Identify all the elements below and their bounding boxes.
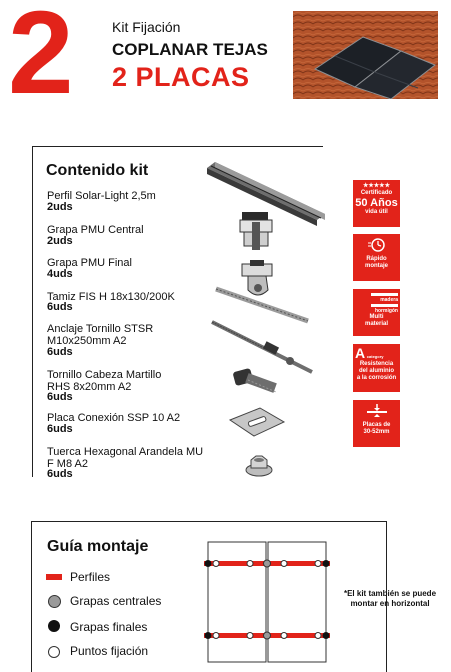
stars-icon: ★★★★★ [363, 183, 390, 189]
kit-item-qty: 6uds [47, 346, 73, 358]
horizontal-mount-note: *El kit también se puede montar en horizontal [343, 589, 437, 608]
fixing-point-legend-icon [48, 646, 60, 658]
legend-label: Puntos fijación [70, 644, 149, 658]
certificate-badge [353, 180, 400, 227]
badge-text: 30-52mm [363, 429, 390, 435]
badge-text: del aluminio [358, 368, 394, 374]
badge-text: Multi [369, 314, 384, 320]
quick-assembly-badge [353, 234, 400, 281]
kit-item-name: Grapa PMU Central [47, 224, 144, 236]
panel-range-badge [353, 400, 400, 447]
kit-item-name: Grapa PMU Final [47, 257, 132, 269]
badge-tag: category [366, 354, 384, 359]
legend-label: Grapas centrales [70, 594, 162, 608]
profile-legend-icon [46, 574, 62, 580]
hex-nut-icon [244, 454, 274, 483]
central-clamp-icon [236, 210, 276, 257]
badge-tag: madera [380, 297, 398, 303]
kit-item-name: Placa Conexión SSP 10 A2 [47, 412, 181, 424]
kit-item-qty: 2uds [47, 235, 73, 247]
badge-text: Resistencia [359, 361, 394, 367]
kit-item-name: Tuerca Hexagonal Arandela MU F M8 A2 [47, 446, 204, 470]
guide-title: Guía montaje [47, 538, 149, 555]
kit-item-qty: 6uds [47, 391, 73, 403]
multi-material-icon [355, 293, 398, 314]
badge-text: montaje [364, 263, 388, 269]
end-clamp-legend-icon [48, 620, 60, 632]
kit-item-qty: 6uds [47, 423, 73, 435]
kit-subtitle: COPLANAR TEJAS [112, 40, 268, 59]
connection-plate-icon [226, 406, 288, 445]
corrosion-badge [353, 344, 400, 392]
badge-big-text: 50 Años [355, 197, 398, 209]
clock-icon [355, 237, 398, 256]
kit-item-name: Tornillo Cabeza Martillo RHS 8x20mm A2 [47, 369, 162, 393]
hammer-head-bolt-icon [232, 366, 282, 407]
kit-title: 2 PLACAS [112, 62, 250, 92]
legend-label: Perfiles [70, 570, 111, 584]
badge-text: a la corrosión [356, 375, 397, 381]
kit-label: Kit Fijación [112, 19, 181, 35]
badge-tag: hormigón [374, 308, 398, 314]
panel-range-icon [355, 403, 398, 422]
central-clamp-legend-icon [48, 595, 61, 608]
kit-item-qty: 6uds [47, 468, 73, 480]
legend-label: Grapas finales [70, 620, 148, 634]
kit-item-name: Tamiz FIS H 18x130/200K [47, 291, 175, 303]
badge-text: material [364, 321, 388, 327]
kit-section-title: Contenido kit [46, 162, 149, 179]
badge-text: Certificado [360, 190, 393, 196]
badge-text: Placas de [362, 422, 391, 428]
multi-material-badge [353, 289, 400, 336]
kit-item-qty: 6uds [47, 301, 73, 313]
corrosion-a-icon: A [355, 345, 366, 361]
badge-text: vida útil [365, 209, 388, 215]
kit-item-name: Anclaje Tornillo STSR M10x250mm A2 [47, 323, 154, 347]
kit-item-qty: 4uds [47, 268, 73, 280]
mounting-diagram [200, 540, 340, 670]
roof-photo [293, 11, 438, 99]
kit-item-qty: 2uds [47, 201, 73, 213]
badge-text: Rápido [366, 256, 387, 262]
kit-item-name: Perfil Solar-Light 2,5m [47, 190, 156, 202]
kit-number: 2 [8, 0, 70, 119]
